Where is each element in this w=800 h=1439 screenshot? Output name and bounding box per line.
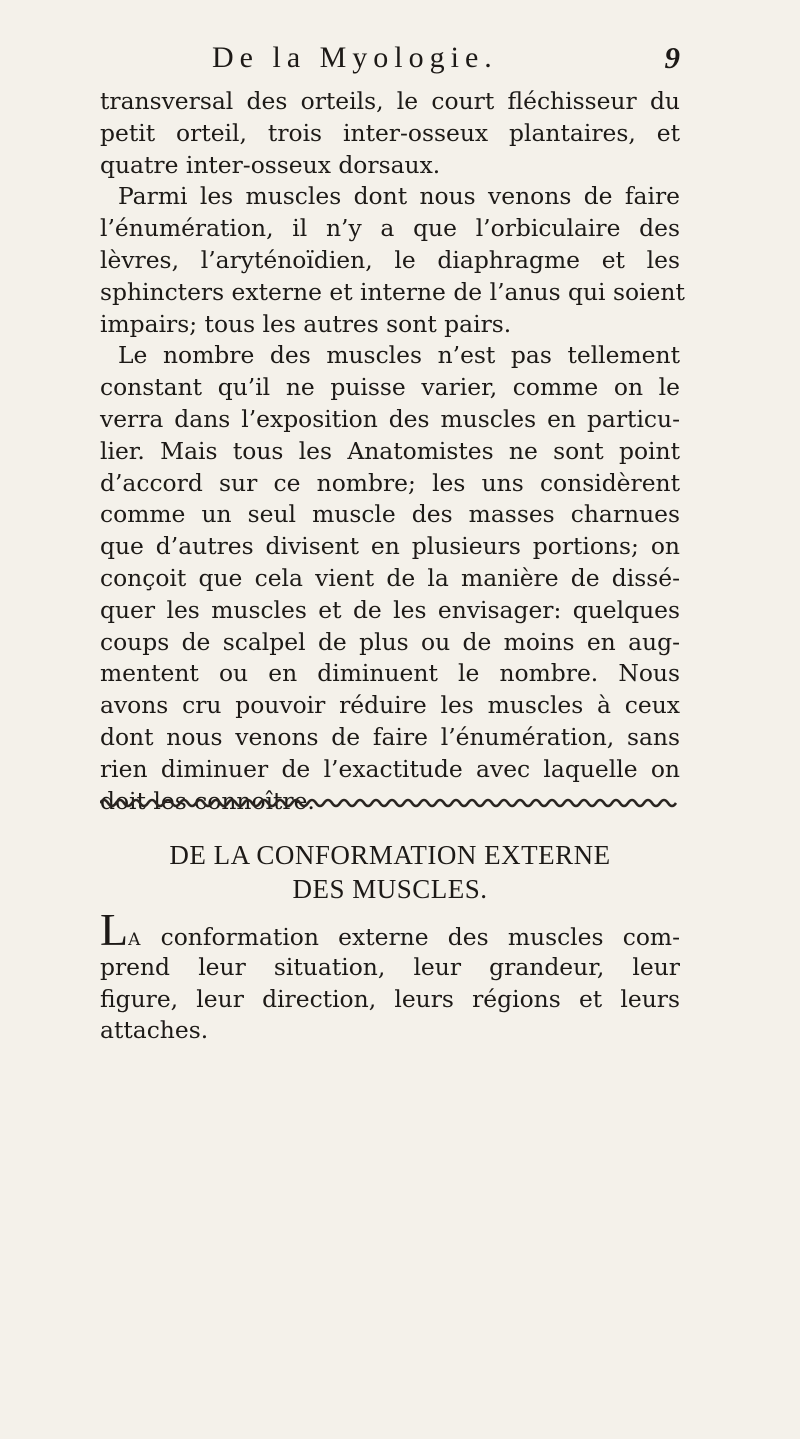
text-line: Parmi les muscles dont nous venons de faire <box>118 182 680 211</box>
page-number: 9 <box>664 40 680 75</box>
text-line: comme un seul muscle des masses charnues <box>100 500 680 529</box>
paragraph-3 <box>100 340 680 817</box>
text-line: avons cru pouvoir réduire les muscles à ceux <box>100 691 680 720</box>
drop-cap: L <box>100 904 129 955</box>
text-line: coups de scalpel de plus ou de moins en aug- <box>100 627 680 656</box>
text-line: impairs; tous les autres sont pairs. <box>100 309 512 338</box>
text-line: lèvres, l’aryténoïdien, le diaphragme et les <box>100 245 680 274</box>
text-line: mentent ou en diminuent le nombre. Nous <box>100 659 680 688</box>
section-heading-line-1: DE LA CONFORMATION EXTERNE <box>169 840 611 870</box>
paragraph-1 <box>100 86 680 181</box>
text-line: petit orteil, trois inter-osseux plantaires, et <box>100 118 680 147</box>
paragraph-2 <box>100 181 685 340</box>
text-line: attaches. <box>100 1016 209 1045</box>
running-head <box>100 38 680 78</box>
text-line: sphincters externe et interne de l’anus qui soient <box>100 277 685 306</box>
small-cap: A <box>128 930 142 950</box>
text-line: d’accord sur ce nombre; les uns considèrent <box>100 468 680 497</box>
text-line: lier. Mais tous les Anatomistes ne sont point <box>100 436 680 465</box>
text-line: dont nous venons de faire l’énumération, sans <box>100 722 680 751</box>
text-line-first <box>100 904 680 955</box>
text-line: verra dans l’exposition des muscles en particu- <box>100 404 680 433</box>
text-line: constant qu’il ne puisse varier, comme on le <box>100 373 680 402</box>
first-line-text: conformation externe des muscles com- <box>141 923 680 951</box>
text-line: Le nombre des muscles n’est pas tellement <box>118 341 680 370</box>
text-line: doit les connoître. <box>100 786 315 815</box>
text-line: conçoit que cela vient de la manière de dissé- <box>100 563 680 592</box>
text-line: l’énumération, il n’y a que l’orbiculaire des <box>100 214 680 243</box>
section-paragraph <box>100 904 680 1047</box>
text-line: figure, leur direction, leurs régions et leurs <box>100 984 680 1013</box>
text-line: rien diminuer de l’exactitude avec laquelle on <box>100 754 680 783</box>
text-line: quer les muscles et de les envisager: quelques <box>100 595 680 624</box>
ornamental-rule <box>100 796 680 810</box>
text-line: que d’autres divisent en plusieurs portions; on <box>100 532 680 561</box>
text-line: quatre inter-osseux dorsaux. <box>100 150 441 179</box>
text-line: prend leur situation, leur grandeur, leur <box>100 952 680 981</box>
section-heading-line-2: DES MUSCLES. <box>292 874 488 904</box>
text-line: transversal des orteils, le court fléchisseur du <box>100 87 680 115</box>
running-title: De la Myologie. <box>212 41 498 74</box>
